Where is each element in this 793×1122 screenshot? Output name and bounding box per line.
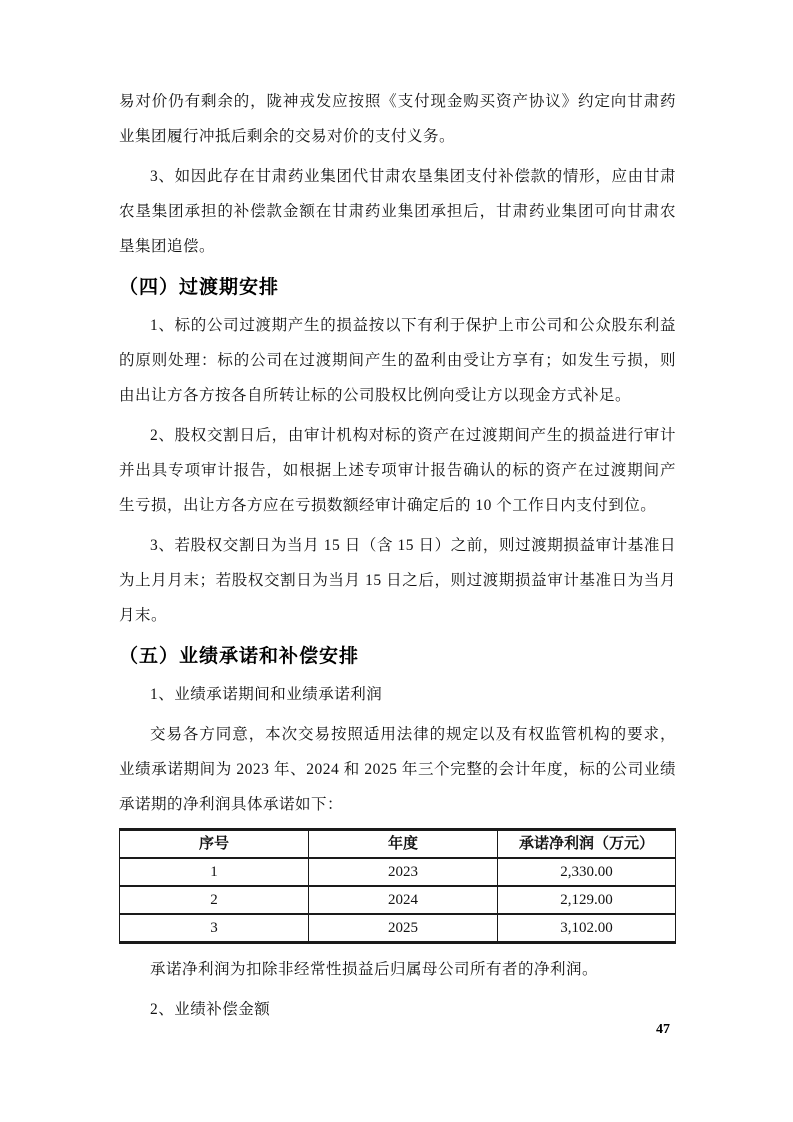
- section4-item3: 3、若股权交割日为当月 15 日（含 15 日）之前，则过渡期损益审计基准日为上月月末；若股权交割日为当月 15 日之后，则过渡期损益审计基准日为当月月末。: [119, 537, 676, 624]
- table-row: [120, 914, 676, 943]
- cell-year: 2024: [309, 886, 498, 914]
- header-cell-year: 年度: [309, 830, 498, 859]
- page-content: [119, 0, 676, 1032]
- paragraph-carryover: 易对价仍有剩余的，陇神戎发应按照《支付现金购买资产协议》约定向甘肃药业集团履行冲抵后剩余的交易对价的支付义务。: [119, 93, 676, 145]
- cell-year: 2025: [309, 914, 498, 943]
- header-cell-profit: 承诺净利润（万元）: [498, 830, 676, 859]
- table-row: [120, 886, 676, 914]
- section4-item2: 2、股权交割日后，由审计机构对标的资产在过渡期间产生的损益进行审计并出具专项审计报告，如根据上述专项审计报告确认的标的资产在过渡期间产生亏损，出让方各方应在亏损数额经审计确定后的 10 个工作日内支付到位。: [119, 427, 676, 514]
- cell-profit: 3,102.00: [498, 914, 676, 943]
- paragraph-item3-compensation: 3、如因此存在甘肃药业集团代甘肃农垦集团支付补偿款的情形，应由甘肃农垦集团承担的补偿款金额在甘肃药业集团承担后，甘肃药业集团可向甘肃农垦集团追偿。: [119, 168, 676, 255]
- cell-profit: 2,129.00: [498, 886, 676, 914]
- page-number: 47: [656, 1022, 670, 1037]
- table-header-row: [120, 830, 676, 859]
- cell-seq: 1: [120, 858, 309, 886]
- section5-item2-title: 2、业绩补偿金额: [150, 1001, 271, 1018]
- table-row: [120, 858, 676, 886]
- cell-year: 2023: [309, 858, 498, 886]
- table-note: 承诺净利润为扣除非经常性损益后归属母公司所有者的净利润。: [150, 961, 599, 978]
- section5-item1-paragraph: 交易各方同意，本次交易按照适用法律的规定以及有权监管机构的要求，业绩承诺期间为 2023 年、2024 和 2025 年三个完整的会计年度，标的公司业绩承诺期的净利润具体承诺如下：: [119, 726, 676, 813]
- section4-item1: 1、标的公司过渡期产生的损益按以下有利于保护上市公司和公众股东利益的原则处理：标的公司在过渡期间产生的盈利由受让方享有；如发生亏损，则由出让方各方按各自所转让标的公司股权比例向受让方以现金方式补足。: [119, 317, 676, 404]
- cell-seq: 2: [120, 886, 309, 914]
- section5-item1-title: 1、业绩承诺期间和业绩承诺利润: [150, 686, 383, 703]
- cell-profit: 2,330.00: [498, 858, 676, 886]
- section4-heading: （四）过渡期安排: [119, 277, 280, 298]
- header-cell-seq: 序号: [120, 830, 309, 859]
- cell-seq: 3: [120, 914, 309, 943]
- profit-commitment-table: [119, 828, 676, 944]
- section5-heading: （五）业绩承诺和补偿安排: [119, 646, 360, 667]
